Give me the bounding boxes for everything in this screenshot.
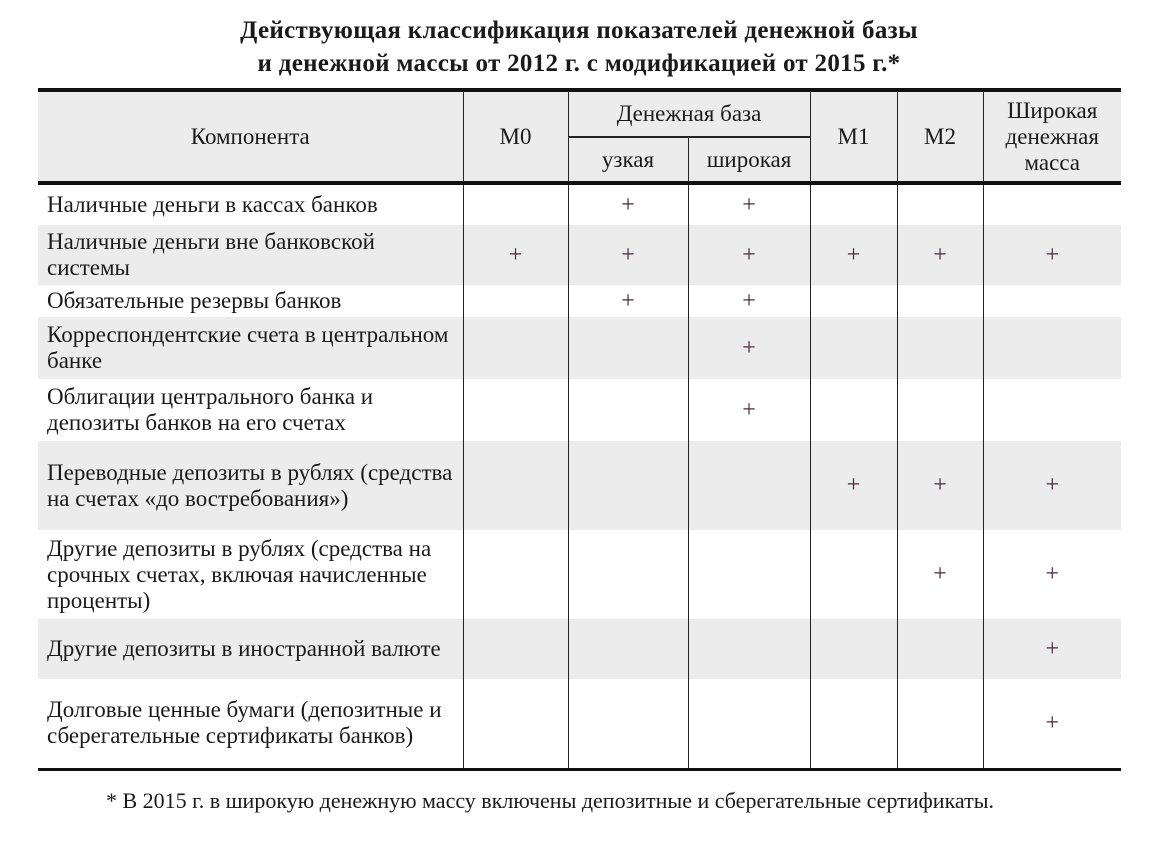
cell-mark bbox=[810, 530, 897, 619]
cell-mark: + bbox=[568, 285, 688, 317]
row-label: Наличные деньги вне банковской системы bbox=[38, 225, 463, 285]
header-monetary-base: Денежная база bbox=[568, 90, 810, 137]
header-narrow: узкая bbox=[568, 137, 688, 183]
cell-mark bbox=[810, 679, 897, 769]
cell-mark bbox=[897, 379, 983, 441]
cell-mark bbox=[810, 379, 897, 441]
cell-mark bbox=[810, 285, 897, 317]
table-row bbox=[38, 441, 1121, 530]
table-row bbox=[38, 379, 1121, 441]
cell-mark: + bbox=[983, 225, 1121, 285]
cell-mark: + bbox=[810, 225, 897, 285]
table-row bbox=[38, 183, 1121, 225]
cell-mark bbox=[463, 679, 568, 769]
cell-mark bbox=[568, 379, 688, 441]
header-broad-money: Широкая денежная масса bbox=[983, 90, 1121, 183]
header-m0: М0 bbox=[463, 90, 568, 183]
header-broad: широкая bbox=[688, 137, 810, 183]
cell-mark bbox=[568, 619, 688, 679]
header-m2: М2 bbox=[897, 90, 983, 183]
cell-mark: + bbox=[983, 441, 1121, 530]
cell-mark: + bbox=[810, 441, 897, 530]
table-row bbox=[38, 285, 1121, 317]
cell-mark: + bbox=[983, 679, 1121, 769]
cell-mark: + bbox=[983, 619, 1121, 679]
row-label: Переводные депозиты в рублях (средства на счетах «до востребования») bbox=[38, 441, 463, 530]
cell-mark: + bbox=[688, 317, 810, 379]
cell-mark bbox=[463, 619, 568, 679]
row-label: Облигации центрального банка и депозиты банков на его счетах bbox=[47, 384, 374, 435]
cell-mark bbox=[983, 379, 1121, 441]
row-label: Другие депозиты в иностранной валюте bbox=[38, 619, 463, 679]
cell-mark bbox=[983, 285, 1121, 317]
cell-mark: + bbox=[897, 441, 983, 530]
cell-mark: + bbox=[688, 285, 810, 317]
cell-mark bbox=[568, 530, 688, 619]
cell-mark bbox=[463, 183, 568, 225]
cell-mark bbox=[688, 679, 810, 769]
row-label: Наличные деньги в кассах банков bbox=[47, 192, 378, 217]
cell-mark bbox=[983, 183, 1121, 225]
cell-mark: + bbox=[983, 530, 1121, 619]
cell-mark bbox=[463, 530, 568, 619]
table-row bbox=[38, 619, 1121, 679]
cell-mark bbox=[897, 619, 983, 679]
cell-mark bbox=[810, 619, 897, 679]
table-row bbox=[38, 225, 1121, 285]
cell-mark bbox=[810, 317, 897, 379]
cell-mark bbox=[568, 679, 688, 769]
cell-mark bbox=[688, 530, 810, 619]
classification-table bbox=[38, 88, 1121, 771]
cell-mark bbox=[688, 441, 810, 530]
cell-mark bbox=[463, 317, 568, 379]
cell-mark bbox=[568, 317, 688, 379]
header-component: Компонента bbox=[38, 90, 463, 183]
cell-mark: + bbox=[897, 530, 983, 619]
cell-mark: + bbox=[897, 225, 983, 285]
cell-mark: + bbox=[568, 225, 688, 285]
table-row bbox=[38, 679, 1121, 769]
table-row bbox=[38, 530, 1121, 619]
cell-mark bbox=[810, 183, 897, 225]
cell-mark bbox=[463, 285, 568, 317]
cell-mark bbox=[463, 379, 568, 441]
table-title: Действующая классификация показателей денежной базы и денежной массы от 2012 г. с модификацией от 2015 г.* bbox=[240, 17, 918, 77]
cell-mark: + bbox=[688, 379, 810, 441]
row-label: Корреспондентские счета в центральном банке bbox=[38, 317, 463, 379]
cell-mark: + bbox=[688, 183, 810, 225]
cell-mark bbox=[688, 619, 810, 679]
table-row bbox=[38, 317, 1121, 379]
cell-mark bbox=[463, 441, 568, 530]
cell-mark bbox=[897, 679, 983, 769]
row-label: Долговые ценные бумаги (депозитные и сберегательные сертификаты банков) bbox=[47, 697, 442, 749]
row-label: Другие депозиты в рублях (средства на срочных счетах, включая начисленные проценты) bbox=[47, 535, 432, 613]
cell-mark bbox=[897, 317, 983, 379]
cell-mark bbox=[568, 441, 688, 530]
row-label: Обязательные резервы банков bbox=[47, 288, 342, 313]
footnote: * В 2015 г. в широкую денежную массу включены депозитные и сберегательные сертификаты. bbox=[106, 788, 995, 813]
cell-mark: + bbox=[568, 183, 688, 225]
cell-mark: + bbox=[463, 225, 568, 285]
cell-mark bbox=[897, 285, 983, 317]
cell-mark: + bbox=[688, 225, 810, 285]
cell-mark bbox=[897, 183, 983, 225]
cell-mark bbox=[983, 317, 1121, 379]
header-m1: М1 bbox=[810, 90, 897, 183]
